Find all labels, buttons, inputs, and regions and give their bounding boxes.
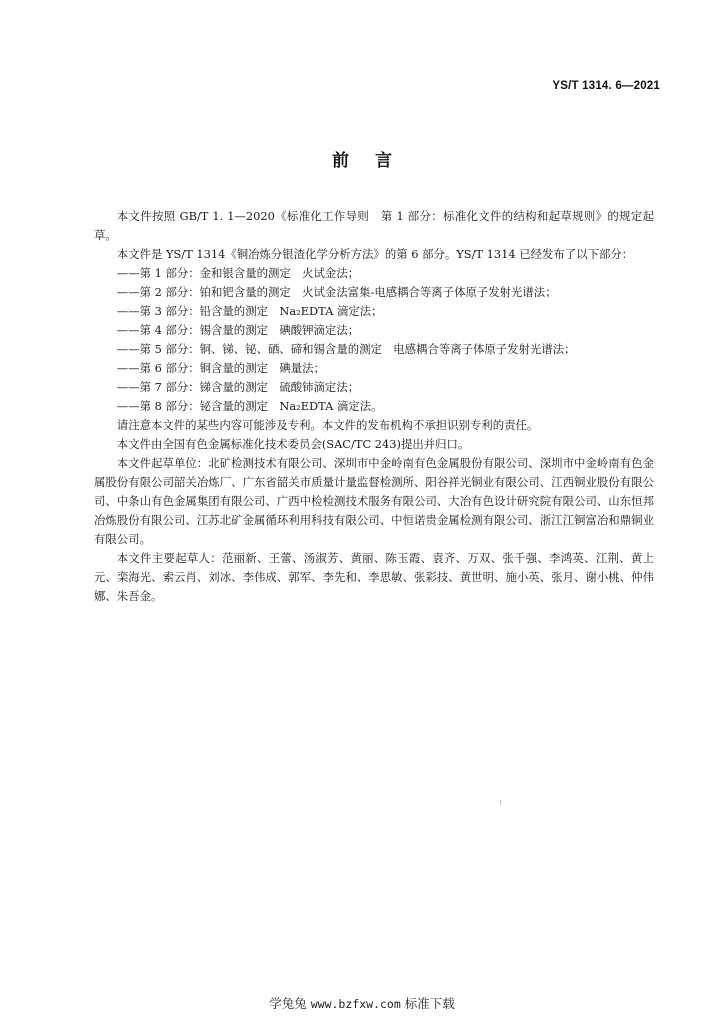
paragraph-drafting-rules: 本文件按照 GB/T 1. 1—2020《标准化工作导则 第 1 部分：标准化文件的结构和起草规则》的规定起草。 xyxy=(94,209,654,242)
list-item-part-6: ——第 6 部分：铜含量的测定 碘量法； xyxy=(116,361,325,375)
paragraph-series-intro: 本文件是 YS/T 1314《铜冶炼分银渣化学分析方法》的第 6 部分。YS/T 1314 已经发布了以下部分： xyxy=(116,247,634,261)
drafting-units: 本文件起草单位：北矿检测技术有限公司、深圳市中金岭南有色金属股份有限公司、深圳市中金岭南有色金属股份有限公司韶关冶炼厂、广东省韶关市质量计量监督检测所、阳谷祥光铜业有限公司、江西铜业股份有限公司、中条山有色金属集团有限公司、广西中检检测技术服务有限公司、大冶有色设计研究院有限公司、山东恒邦冶炼股份有限公司、江苏北矿金属循环利用科技有限公司、中恒诺贵金属检测有限公司、浙江江铜富冶和鼎铜业有限公司。 xyxy=(94,456,654,546)
scan-speck xyxy=(500,800,501,805)
page-title: 前言 xyxy=(332,151,418,171)
list-item-part-7: ——第 7 部分：锑含量的测定 硫酸铈滴定法； xyxy=(116,380,360,394)
foreword-body xyxy=(94,207,654,606)
drafters: 本文件主要起草人：范丽新、王蕾、汤淑芳、黄丽、陈玉霞、袁齐、万双、张千强、李鸿英、江荆、黄上元、栾海光、索云肖、刘冰、李伟成、郭军、李先和、李思敏、张彩技、黄世明、施小英、张月、谢小桃、仲伟娜、朱吾金。 xyxy=(94,551,654,603)
list-item-part-1: ——第 1 部分：金和银含量的测定 火试金法； xyxy=(116,266,360,280)
footer-label: 标准下载 xyxy=(404,996,455,1011)
footer-watermark xyxy=(0,994,724,1012)
list-item-part-3: ——第 3 部分：铅含量的测定 Na₂EDTA 滴定法； xyxy=(116,304,383,318)
list-item-part-2: ——第 2 部分：铂和钯含量的测定 火试金法富集-电感耦合等离子体原子发射光谱法； xyxy=(116,285,557,299)
standard-code: YS/T 1314. 6—2021 xyxy=(552,80,660,92)
list-item-part-8: ——第 8 部分：铋含量的测定 Na₂EDTA 滴定法。 xyxy=(116,399,383,413)
proposed-by: 本文件由全国有色金属标准化技术委员会(SAC/TC 243)提出并归口。 xyxy=(116,437,470,451)
footer-site-link[interactable]: www.bzfxw.com xyxy=(310,997,401,1011)
patent-notice: 请注意本文件的某些内容可能涉及专利。本文件的发布机构不承担识别专利的责任。 xyxy=(116,418,539,432)
list-item-part-5: ——第 5 部分：铜、锑、铋、硒、碲和锡含量的测定 电感耦合等离子体原子发射光谱法； xyxy=(116,342,576,356)
list-item-part-4: ——第 4 部分：锡含量的测定 碘酸钾滴定法； xyxy=(116,323,360,337)
footer-brand: 学兔兔 xyxy=(269,996,307,1011)
